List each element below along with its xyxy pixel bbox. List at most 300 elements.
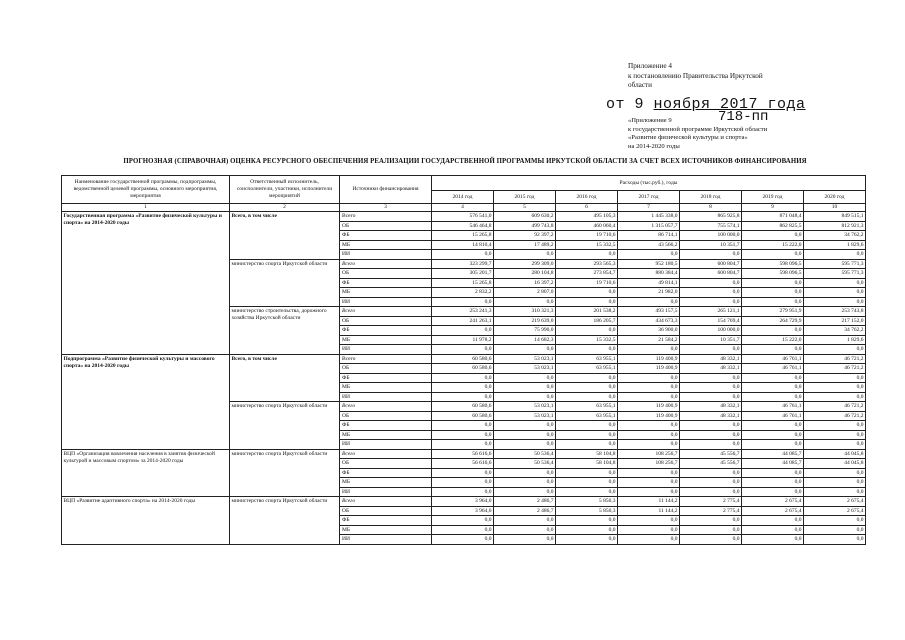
amount-cell: 63 955,1 (556, 402, 618, 412)
amount-cell: 0,0 (742, 487, 804, 497)
amount-cell: 0,0 (804, 535, 866, 545)
amount-cell: 53 023,1 (494, 364, 556, 374)
executor-name: министерство спорта Иркутской области (230, 259, 340, 307)
amount-cell: 44 045,8 (804, 449, 866, 459)
amount-cell: 0,0 (742, 421, 804, 431)
amount-cell: 119 400,9 (618, 411, 680, 421)
amount-cell: 3 964,0 (432, 506, 494, 516)
amount-cell: 253 743,8 (804, 307, 866, 317)
funding-source: ФБ (340, 516, 432, 526)
amount-cell: 14 810,4 (432, 240, 494, 250)
amount-cell: 46 721,2 (804, 364, 866, 374)
amount-cell: 0,0 (680, 478, 742, 488)
amount-cell: 0,0 (804, 478, 866, 488)
funding-source: ИИ (340, 487, 432, 497)
amount-cell: 15 332,5 (556, 335, 618, 345)
amount-cell: 0,0 (432, 392, 494, 402)
amount-cell: 0,0 (432, 487, 494, 497)
amount-cell: 0,0 (432, 525, 494, 535)
amount-cell: 598 096,5 (742, 269, 804, 279)
prog-line3: «Развитие физической культуры и спорта» (628, 134, 748, 142)
funding-source: ОБ (340, 316, 432, 326)
funding-source: Всего (340, 354, 432, 364)
amount-cell: 2 832,2 (432, 288, 494, 298)
amount-cell: 0,0 (618, 516, 680, 526)
amount-cell: 0,0 (494, 421, 556, 431)
amount-cell: 0,0 (742, 373, 804, 383)
amount-cell: 19 710,6 (556, 231, 618, 241)
amount-cell: 0,0 (804, 250, 866, 260)
resolution-date (606, 96, 806, 113)
executor-name: министерство спорта Иркутской области (230, 497, 340, 545)
amount-cell: 58 104,8 (556, 459, 618, 469)
year-header: 2016 год (556, 191, 618, 204)
appendix-line3: области (628, 81, 653, 89)
amount-cell: 493 157,5 (618, 307, 680, 317)
amount-cell: 0,0 (742, 430, 804, 440)
amount-cell: 871 048,4 (742, 212, 804, 222)
amount-cell: 0,0 (742, 535, 804, 545)
table-row (62, 449, 866, 459)
amount-cell: 50 536,4 (494, 459, 556, 469)
amount-cell: 0,0 (494, 373, 556, 383)
funding-source: ОБ (340, 221, 432, 231)
column-number: 10 (804, 204, 866, 212)
amount-cell: 880 384,4 (618, 269, 680, 279)
appendix-line2: к постановлению Правительства Иркутской (628, 71, 763, 80)
amount-cell: 0,0 (432, 535, 494, 545)
amount-cell: 5 850,3 (556, 506, 618, 516)
amount-cell: 0,0 (618, 421, 680, 431)
amount-cell: 0,0 (742, 516, 804, 526)
amount-cell: 53 023,1 (494, 354, 556, 364)
amount-cell: 60 580,6 (432, 411, 494, 421)
resolution-number: 718-пп (718, 109, 769, 125)
amount-cell: 0,0 (494, 468, 556, 478)
funding-source: ИИ (340, 535, 432, 545)
amount-cell: 45 556,7 (680, 459, 742, 469)
column-number: 5 (494, 204, 556, 212)
amount-cell: 0,0 (556, 326, 618, 336)
amount-cell: 14 682,3 (494, 335, 556, 345)
amount-cell: 63 955,1 (556, 411, 618, 421)
amount-cell: 219 639,0 (494, 316, 556, 326)
funding-source: Всего (340, 449, 432, 459)
amount-cell: 0,0 (432, 297, 494, 307)
funding-source: ОБ (340, 364, 432, 374)
amount-cell: 299 309,0 (494, 259, 556, 269)
amount-cell: 186 205,7 (556, 316, 618, 326)
funding-source: МБ (340, 335, 432, 345)
amount-cell: 34 762,2 (804, 326, 866, 336)
page-title: ПРОГНОЗНАЯ (СПРАВОЧНАЯ) ОЦЕНКА РЕСУРСНОГО ОБЕСПЕЧЕНИЯ РЕАЛИЗАЦИИ ГОСУДАРСТВЕННОЙ ПРОГРАММЫ ИРКУТСКОЙ ОБЛАСТИ ЗА СЧЕТ ВСЕХ ИСТОЧНИКОВ ФИНАНСИРОВАНИЯ (123, 158, 807, 165)
amount-cell: 11 144,2 (618, 497, 680, 507)
amount-cell: 0,0 (742, 278, 804, 288)
amount-cell: 11 144,2 (618, 506, 680, 516)
amount-cell: 0,0 (494, 440, 556, 450)
amount-cell: 0,0 (432, 345, 494, 355)
amount-cell: 0,0 (618, 345, 680, 355)
amount-cell: 0,0 (494, 345, 556, 355)
amount-cell: 11 978,2 (432, 335, 494, 345)
amount-cell: 0,0 (742, 288, 804, 298)
year-header: 2019 год (742, 191, 804, 204)
amount-cell: 15 222,0 (742, 240, 804, 250)
amount-cell: 2 675,4 (804, 506, 866, 516)
amount-cell: 0,0 (556, 535, 618, 545)
amount-cell: 108 256,7 (618, 449, 680, 459)
amount-cell: 0,0 (494, 525, 556, 535)
amount-cell: 36 900,0 (618, 326, 680, 336)
amount-cell: 100 000,0 (680, 231, 742, 241)
amount-cell: 0,0 (432, 373, 494, 383)
amount-cell: 119 400,9 (618, 354, 680, 364)
amount-cell: 0,0 (680, 487, 742, 497)
amount-cell: 2 775,4 (680, 506, 742, 516)
amount-cell: 812 921,3 (804, 221, 866, 231)
funding-source: МБ (340, 288, 432, 298)
amount-cell: 0,0 (742, 345, 804, 355)
amount-cell: 0,0 (680, 516, 742, 526)
funding-source: ИИ (340, 440, 432, 450)
amount-cell: 0,0 (618, 430, 680, 440)
amount-cell: 0,0 (494, 392, 556, 402)
amount-cell: 15 265,8 (432, 278, 494, 288)
amount-cell: 21 584,2 (618, 335, 680, 345)
amount-cell: 0,0 (618, 478, 680, 488)
appendix-header (628, 62, 868, 91)
funding-source: МБ (340, 383, 432, 393)
amount-cell: 0,0 (804, 392, 866, 402)
amount-cell: 0,0 (494, 487, 556, 497)
amount-cell: 48 332,1 (680, 364, 742, 374)
funding-source: ОБ (340, 411, 432, 421)
amount-cell: 0,0 (804, 383, 866, 393)
amount-cell: 15 332,5 (556, 240, 618, 250)
funding-source: ОБ (340, 269, 432, 279)
amount-cell: 609 630,2 (494, 212, 556, 222)
amount-cell: 43 566,2 (618, 240, 680, 250)
amount-cell: 0,0 (494, 297, 556, 307)
amount-cell: 58 104,8 (556, 449, 618, 459)
funding-source: Всего (340, 212, 432, 222)
amount-cell: 0,0 (804, 278, 866, 288)
amount-cell: 0,0 (494, 430, 556, 440)
amount-cell: 0,0 (432, 478, 494, 488)
amount-cell: 154 769,4 (680, 316, 742, 326)
amount-cell: 0,0 (618, 487, 680, 497)
amount-cell: 0,0 (618, 392, 680, 402)
program-appendix-header (628, 117, 848, 151)
amount-cell: 0,0 (804, 345, 866, 355)
amount-cell: 0,0 (804, 525, 866, 535)
resource-table (61, 175, 866, 545)
amount-cell: 0,0 (680, 250, 742, 260)
col-header-source: Источники финансирования (340, 176, 432, 204)
amount-cell: 499 743,8 (494, 221, 556, 231)
amount-cell: 595 771,3 (804, 269, 866, 279)
amount-cell: 108 256,7 (618, 459, 680, 469)
amount-cell: 201 538,2 (556, 307, 618, 317)
amount-cell: 0,0 (804, 288, 866, 298)
amount-cell: 0,0 (618, 250, 680, 260)
funding-source: МБ (340, 240, 432, 250)
amount-cell: 48 332,1 (680, 402, 742, 412)
column-number: 4 (432, 204, 494, 212)
amount-cell: 495 105,3 (556, 212, 618, 222)
amount-cell: 53 023,1 (494, 411, 556, 421)
year-header: 2020 год (804, 191, 866, 204)
table-row (62, 497, 866, 507)
amount-cell: 0,0 (618, 468, 680, 478)
amount-cell: 1 445 338,0 (618, 212, 680, 222)
amount-cell: 0,0 (556, 468, 618, 478)
program-name: ВЦП «Организация вовлечения населения в занятия физической культурой и массовым спортом» за 2014-2020 годы (62, 449, 230, 497)
amount-cell: 0,0 (432, 421, 494, 431)
amount-cell: 460 060,4 (556, 221, 618, 231)
amount-cell: 0,0 (680, 288, 742, 298)
prog-line4: на 2014-2020 годы (628, 142, 680, 150)
amount-cell: 46 761,1 (742, 354, 804, 364)
amount-cell: 56 616,6 (432, 459, 494, 469)
amount-cell: 305 201,7 (432, 269, 494, 279)
amount-cell: 0,0 (680, 440, 742, 450)
amount-cell: 46 761,1 (742, 402, 804, 412)
column-number: 8 (680, 204, 742, 212)
amount-cell: 49 814,1 (618, 278, 680, 288)
amount-cell: 0,0 (494, 478, 556, 488)
prog-appendix-title: «Приложение 9 (628, 117, 672, 124)
amount-cell: 0,0 (556, 430, 618, 440)
funding-source: ФБ (340, 231, 432, 241)
amount-cell: 0,0 (432, 468, 494, 478)
amount-cell: 546 464,8 (432, 221, 494, 231)
column-number: 9 (742, 204, 804, 212)
col-header-name: Наименование государственной программы, подпрограммы, ведомственной целевой программы, основного мероприятия, мероприятия (62, 176, 230, 204)
amount-cell: 0,0 (556, 487, 618, 497)
amount-cell: 2 675,4 (742, 497, 804, 507)
amount-cell: 86 714,1 (618, 231, 680, 241)
year-header: 2014 год (432, 191, 494, 204)
amount-cell: 0,0 (432, 383, 494, 393)
amount-cell: 50 536,4 (494, 449, 556, 459)
funding-source: ФБ (340, 326, 432, 336)
date-prefix: от 9 (606, 96, 645, 113)
funding-source: ФБ (340, 421, 432, 431)
program-name: Подпрограмма «Развитие физической культуры и массового спорта» на 2014-2020 годы (62, 354, 230, 449)
amount-cell: 2 675,4 (742, 506, 804, 516)
amount-cell: 0,0 (556, 345, 618, 355)
amount-cell: 0,0 (494, 535, 556, 545)
amount-cell: 46 761,1 (742, 411, 804, 421)
executor-name: министерство спорта Иркутской области (230, 402, 340, 450)
funding-source: Всего (340, 402, 432, 412)
amount-cell: 2 486,7 (494, 497, 556, 507)
amount-cell: 48 332,1 (680, 354, 742, 364)
amount-cell: 0,0 (804, 468, 866, 478)
appendix-title: Приложение 4 (628, 62, 672, 70)
amount-cell: 862 825,5 (742, 221, 804, 231)
program-name: ВЦП «Развитие адаптивного спорта» на 2014-2020 годы (62, 497, 230, 545)
amount-cell: 2 675,4 (804, 497, 866, 507)
amount-cell: 0,0 (680, 525, 742, 535)
amount-cell: 21 982,0 (618, 288, 680, 298)
amount-cell: 0,0 (742, 231, 804, 241)
amount-cell: 273 854,7 (556, 269, 618, 279)
program-name: Государственная программа «Развитие физической культуры и спорта» на 2014-2020 годы (62, 212, 230, 355)
funding-source: Всего (340, 497, 432, 507)
amount-cell: 0,0 (556, 383, 618, 393)
amount-cell: 576 541,0 (432, 212, 494, 222)
amount-cell: 0,0 (742, 525, 804, 535)
amount-cell: 48 332,1 (680, 411, 742, 421)
amount-cell: 595 771,3 (804, 259, 866, 269)
amount-cell: 0,0 (680, 278, 742, 288)
amount-cell: 60 580,6 (432, 364, 494, 374)
col-header-expenses: Расходы (тыс.руб.), годы (432, 176, 866, 191)
amount-cell: 46 721,2 (804, 411, 866, 421)
column-number: 6 (556, 204, 618, 212)
amount-cell: 1 829,6 (804, 240, 866, 250)
amount-cell: 0,0 (680, 468, 742, 478)
executor-name: Всего, в том числе (230, 354, 340, 402)
amount-cell: 34 762,2 (804, 231, 866, 241)
funding-source: ИИ (340, 297, 432, 307)
amount-cell: 0,0 (432, 250, 494, 260)
amount-cell: 0,0 (618, 440, 680, 450)
amount-cell: 600 804,7 (680, 259, 742, 269)
amount-cell: 0,0 (680, 345, 742, 355)
amount-cell: 0,0 (494, 250, 556, 260)
funding-source: Всего (340, 307, 432, 317)
amount-cell: 119 400,9 (618, 364, 680, 374)
amount-cell: 280 104,8 (494, 269, 556, 279)
amount-cell: 17 489,2 (494, 240, 556, 250)
amount-cell: 10 351,7 (680, 240, 742, 250)
amount-cell: 0,0 (742, 250, 804, 260)
amount-cell: 92 397,2 (494, 231, 556, 241)
date-underlined: ноября 2017 года (653, 96, 806, 113)
column-number: 2 (230, 204, 340, 212)
amount-cell: 0,0 (680, 383, 742, 393)
amount-cell: 0,0 (432, 430, 494, 440)
amount-cell: 45 556,7 (680, 449, 742, 459)
funding-source: МБ (340, 478, 432, 488)
column-number: 7 (618, 204, 680, 212)
amount-cell: 0,0 (804, 373, 866, 383)
amount-cell: 0,0 (556, 297, 618, 307)
amount-cell: 0,0 (494, 516, 556, 526)
amount-cell: 53 023,1 (494, 402, 556, 412)
column-number: 1 (62, 204, 230, 212)
funding-source: ИИ (340, 392, 432, 402)
amount-cell: 0,0 (494, 383, 556, 393)
amount-cell: 0,0 (556, 421, 618, 431)
amount-cell: 0,0 (556, 525, 618, 535)
amount-cell: 2 775,4 (680, 497, 742, 507)
amount-cell: 0,0 (432, 326, 494, 336)
amount-cell: 0,0 (680, 297, 742, 307)
amount-cell: 0,0 (680, 373, 742, 383)
amount-cell: 434 673,3 (618, 316, 680, 326)
amount-cell: 293 565,3 (556, 259, 618, 269)
amount-cell: 63 955,1 (556, 364, 618, 374)
column-number: 3 (340, 204, 432, 212)
year-header: 2015 год (494, 191, 556, 204)
amount-cell: 755 574,1 (680, 221, 742, 231)
executor-name: министерство спорта Иркутской области (230, 449, 340, 497)
funding-source: ИИ (340, 250, 432, 260)
amount-cell: 0,0 (432, 440, 494, 450)
funding-source: МБ (340, 430, 432, 440)
amount-cell: 217 152,0 (804, 316, 866, 326)
amount-cell: 0,0 (618, 525, 680, 535)
amount-cell: 60 580,6 (432, 402, 494, 412)
funding-source: МБ (340, 525, 432, 535)
amount-cell: 0,0 (742, 392, 804, 402)
funding-source: ИИ (340, 345, 432, 355)
amount-cell: 0,0 (804, 297, 866, 307)
amount-cell: 0,0 (680, 430, 742, 440)
amount-cell: 265 121,1 (680, 307, 742, 317)
amount-cell: 5 850,3 (556, 497, 618, 507)
amount-cell: 0,0 (556, 440, 618, 450)
amount-cell: 310 321,3 (494, 307, 556, 317)
executor-name: министерство строительства, дорожного хозяйства Иркутской области (230, 307, 340, 355)
amount-cell: 0,0 (556, 392, 618, 402)
funding-source: ФБ (340, 373, 432, 383)
amount-cell: 100 000,0 (680, 326, 742, 336)
amount-cell: 44 045,8 (804, 459, 866, 469)
amount-cell: 1 315 057,7 (618, 221, 680, 231)
amount-cell: 600 804,7 (680, 269, 742, 279)
amount-cell: 0,0 (742, 478, 804, 488)
funding-source: ОБ (340, 459, 432, 469)
amount-cell: 598 096,5 (742, 259, 804, 269)
amount-cell: 0,0 (804, 516, 866, 526)
amount-cell: 46 721,2 (804, 402, 866, 412)
funding-source: ОБ (340, 506, 432, 516)
amount-cell: 865 925,8 (680, 212, 742, 222)
funding-source: Всего (340, 259, 432, 269)
amount-cell: 849 515,1 (804, 212, 866, 222)
amount-cell: 0,0 (804, 487, 866, 497)
amount-cell: 75 990,0 (494, 326, 556, 336)
amount-cell: 2 486,7 (494, 506, 556, 516)
amount-cell: 0,0 (742, 440, 804, 450)
amount-cell: 241 263,1 (432, 316, 494, 326)
amount-cell: 119 400,9 (618, 402, 680, 412)
year-header: 2017 год (618, 191, 680, 204)
executor-name: Всего, в том числе (230, 212, 340, 260)
amount-cell: 60 580,6 (432, 354, 494, 364)
amount-cell: 10 351,7 (680, 335, 742, 345)
amount-cell: 63 955,1 (556, 354, 618, 364)
amount-cell: 44 085,7 (742, 459, 804, 469)
prog-line2: к государственной программе Иркутской области (628, 125, 768, 133)
amount-cell: 15 265,8 (432, 231, 494, 241)
amount-cell: 44 085,7 (742, 449, 804, 459)
amount-cell: 0,0 (680, 421, 742, 431)
amount-cell: 0,0 (556, 250, 618, 260)
amount-cell: 0,0 (804, 440, 866, 450)
amount-cell: 46 721,2 (804, 354, 866, 364)
amount-cell: 323 299,7 (432, 259, 494, 269)
year-header: 2018 год (680, 191, 742, 204)
funding-source: ФБ (340, 468, 432, 478)
amount-cell: 0,0 (742, 297, 804, 307)
amount-cell: 46 761,1 (742, 364, 804, 374)
